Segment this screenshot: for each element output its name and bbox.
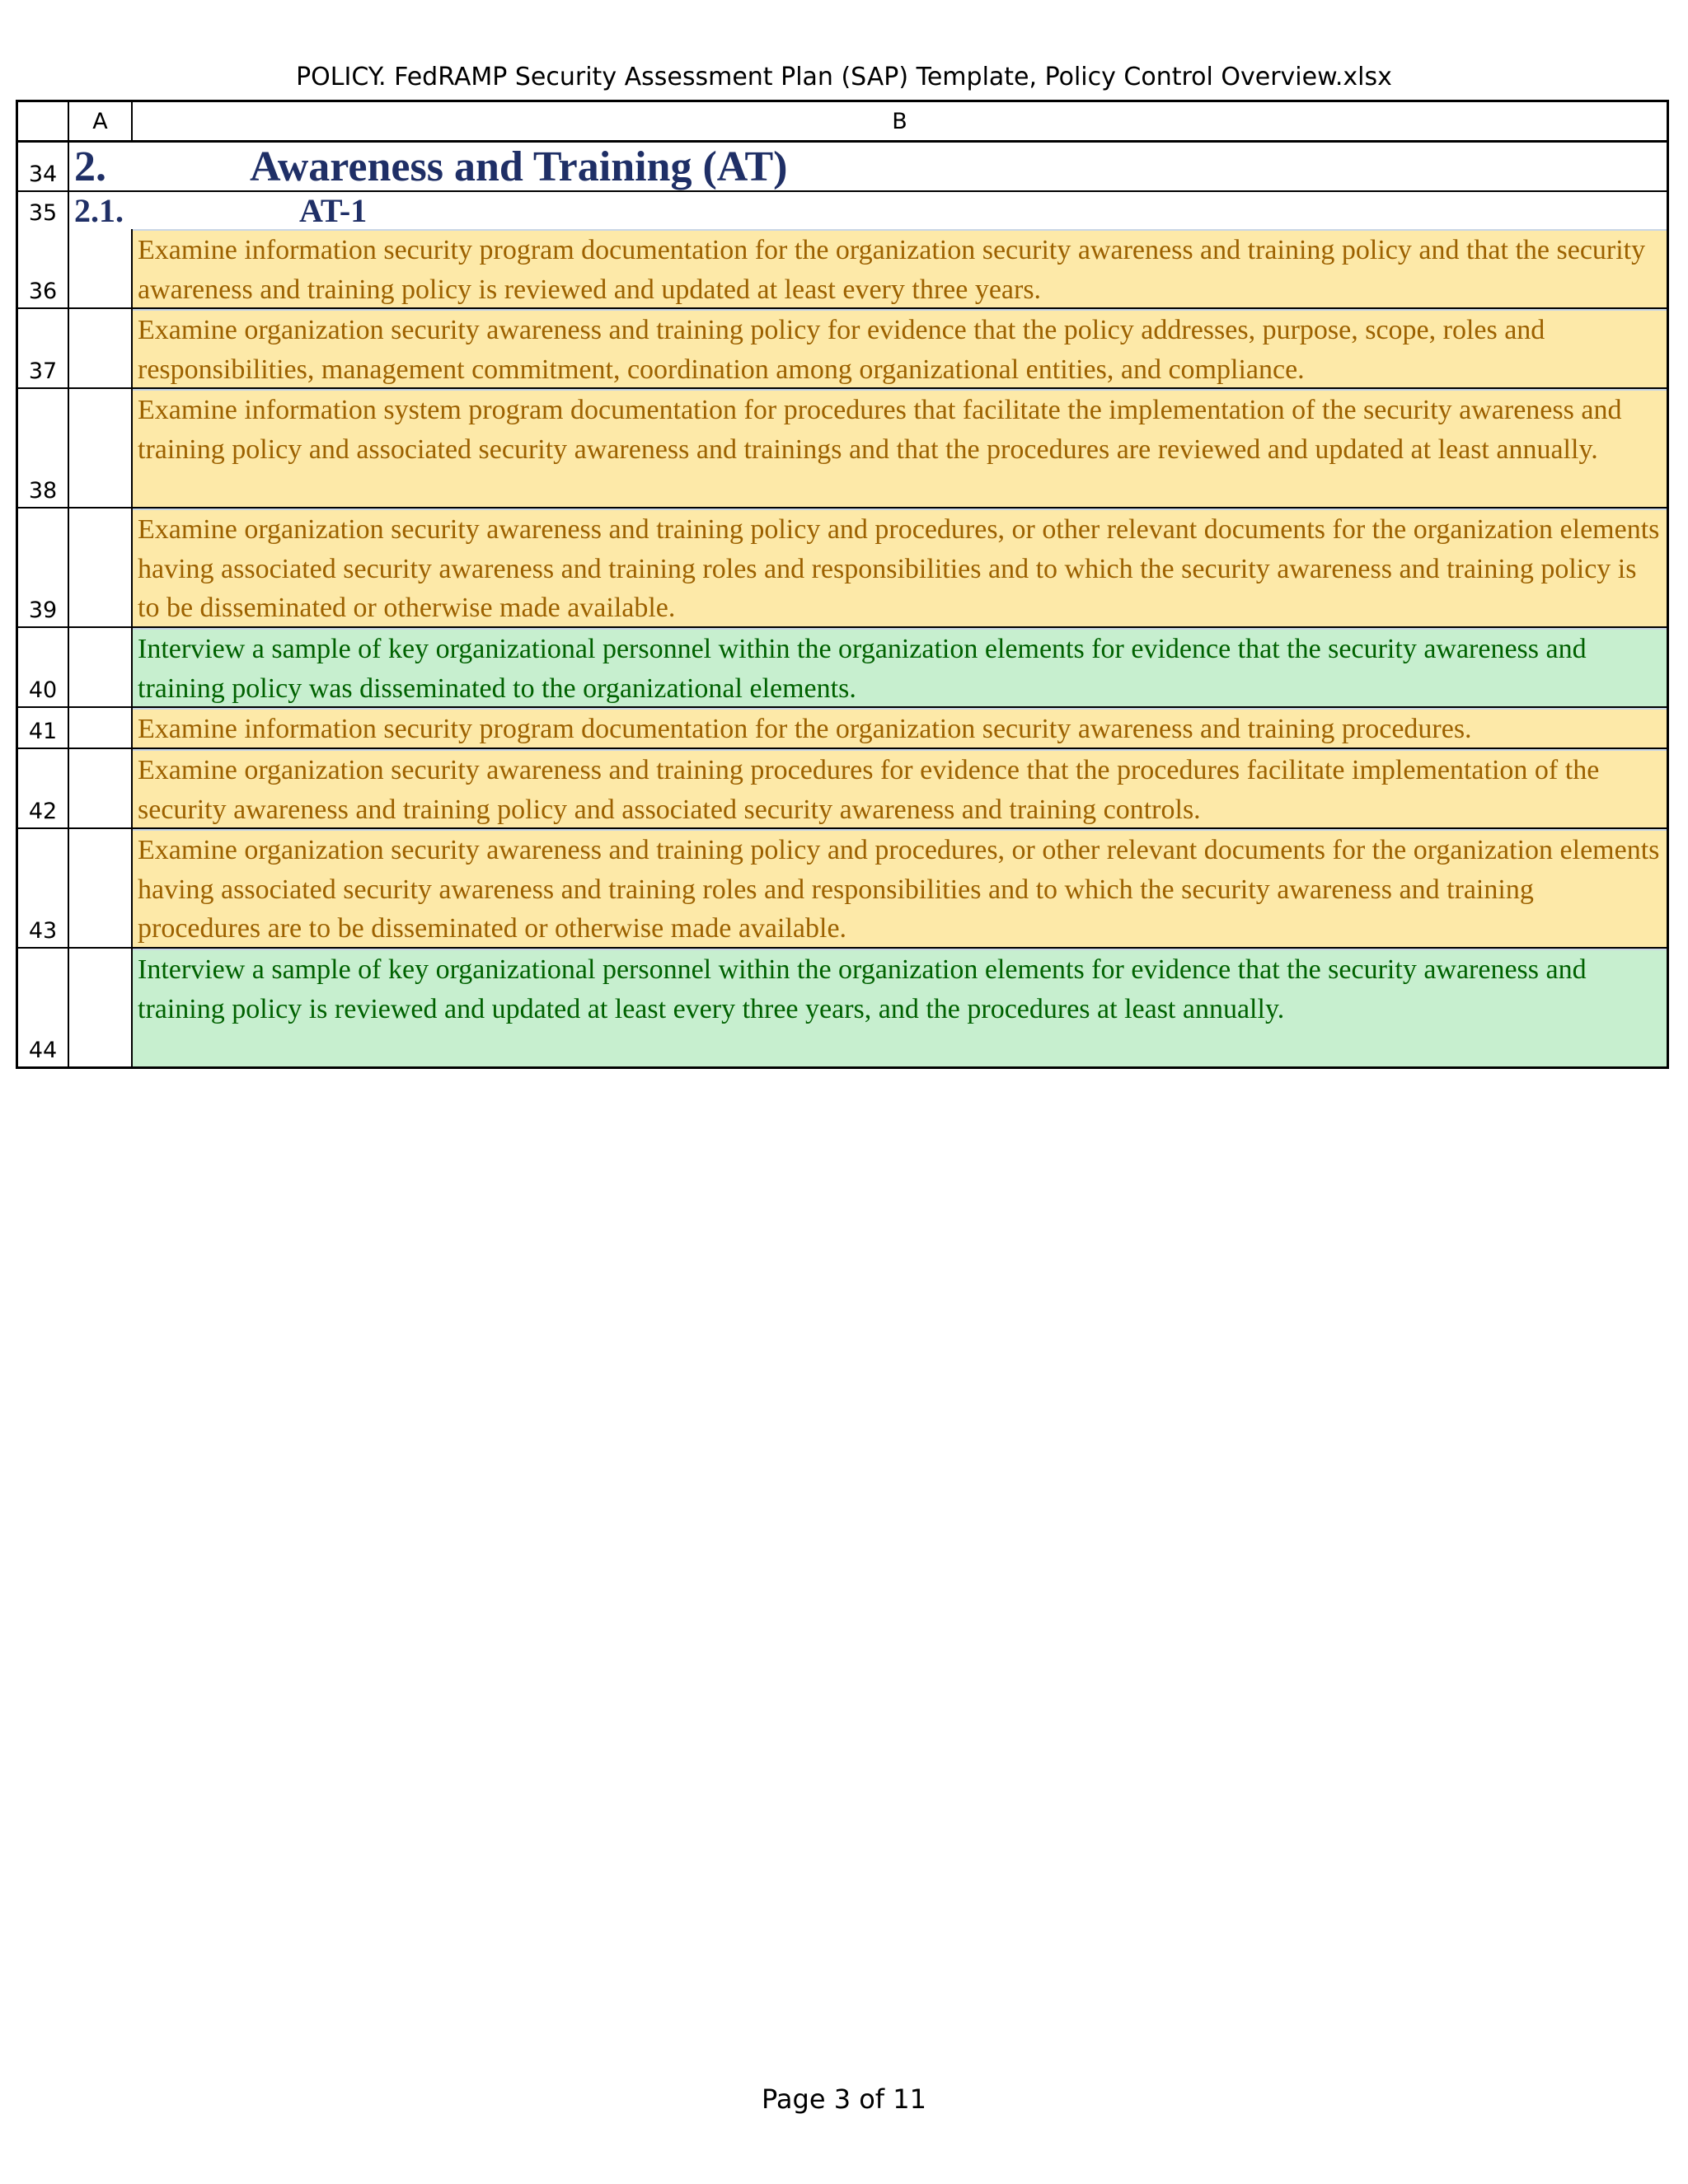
assessment-procedure-cell: Examine organization security awareness and training procedures for evidence that the procedures facilitate implementation of the security awareness and training policy and associated security awareness and training controls. — [133, 749, 1667, 827]
row-number: 34 — [18, 143, 69, 190]
row-number: 44 — [18, 949, 69, 1066]
row-number: 38 — [18, 389, 69, 507]
cell-a — [69, 509, 133, 626]
section-heading-row — [18, 143, 1667, 192]
assessment-procedure-cell: Interview a sample of key organizational personnel within the organization elements for evidence that the security awareness and training policy was disseminated to the organizational elements. — [133, 628, 1667, 706]
cell-a — [69, 628, 133, 706]
table-row — [18, 229, 1667, 309]
assessment-procedure-cell: Examine information security program documentation for the organization security awareness and training policy and that the security awareness and training policy is reviewed and updated at least every three years. — [133, 229, 1667, 307]
section-number: 2. — [74, 143, 106, 190]
cell-a — [69, 829, 133, 947]
cell-a — [69, 949, 133, 1066]
row-number: 37 — [18, 309, 69, 387]
data-rows — [18, 229, 1667, 1066]
column-header-a: A — [69, 102, 133, 140]
assessment-procedure-cell: Examine organization security awareness and training policy and procedures, or other relevant documents for the organization elements having associated security awareness and training roles and responsibilities and to which the security awareness and training procedures are to be disseminated or otherwise made available. — [133, 829, 1667, 947]
column-header-b: B — [892, 108, 907, 134]
spreadsheet-table — [16, 100, 1669, 1069]
row-number: 40 — [18, 628, 69, 706]
assessment-procedure-cell: Examine organization security awareness and training policy and procedures, or other relevant documents for the organization elements having associated security awareness and training roles and responsibilities and to which the security awareness and training policy is to be disseminated or otherwise made available. — [133, 509, 1667, 626]
row-number: 43 — [18, 829, 69, 947]
subsection-heading-row — [18, 192, 1667, 229]
assessment-procedure-cell: Examine information system program documentation for procedures that facilitate the implementation of the security awareness and training policy and associated security awareness and trainings and that the procedures are reviewed and updated at least annually. — [133, 389, 1667, 507]
row-number: 39 — [18, 509, 69, 626]
table-row — [18, 389, 1667, 509]
table-row — [18, 708, 1667, 749]
section-heading — [69, 143, 1667, 190]
subsection-title: AT-1 — [299, 192, 368, 229]
cell-a — [69, 708, 133, 748]
column-header-row — [18, 102, 1667, 143]
row-number: 42 — [18, 749, 69, 827]
subsection-heading — [69, 192, 1667, 229]
row-number: 35 — [18, 192, 69, 229]
cell-a — [69, 749, 133, 827]
corner-cell — [18, 102, 69, 140]
row-number: 41 — [18, 708, 69, 748]
table-row — [18, 749, 1667, 829]
table-row — [18, 309, 1667, 389]
assessment-procedure-cell: Interview a sample of key organizational personnel within the organization elements for evidence that the security awareness and training policy is reviewed and updated at least every three years, and the procedures at least annually. — [133, 949, 1667, 1066]
cell-a — [69, 389, 133, 507]
section-title: Awareness and Training (AT) — [250, 143, 788, 190]
page-footer: Page 3 of 11 — [762, 2083, 926, 2115]
cell-a — [69, 309, 133, 387]
cell-a — [69, 229, 133, 307]
subsection-number: 2.1. — [74, 192, 124, 229]
page-header-title: POLICY. FedRAMP Security Assessment Plan (SAP) Template, Policy Control Overview.xlsx — [296, 63, 1392, 91]
table-row — [18, 949, 1667, 1066]
assessment-procedure-cell: Examine information security program documentation for the organization security awareness and training procedures. — [133, 708, 1667, 748]
row-number: 36 — [18, 229, 69, 307]
assessment-procedure-cell: Examine organization security awareness and training policy for evidence that the policy addresses, purpose, scope, roles and responsibilities, management commitment, coordination among organizational entities, and compliance. — [133, 309, 1667, 387]
table-row — [18, 829, 1667, 949]
table-row — [18, 509, 1667, 628]
table-row — [18, 628, 1667, 708]
